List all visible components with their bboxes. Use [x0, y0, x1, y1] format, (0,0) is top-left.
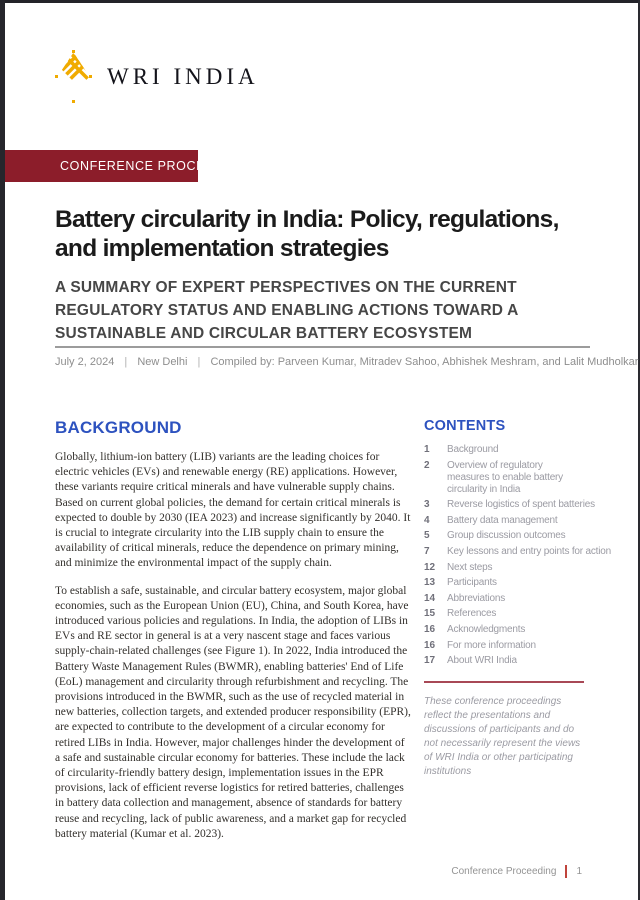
toc-label: Acknowledgments — [447, 623, 526, 635]
background-heading: BACKGROUND — [55, 418, 182, 437]
page-subtitle: A SUMMARY OF EXPERT PERSPECTIVES ON THE CURRENT REGULATORY STATUS AND ENABLING ACTIONS TOWARD A SUSTAINABLE AND CIRCULAR BATTERY ECOSYSTEM — [55, 279, 518, 342]
toc-item — [424, 515, 584, 527]
meta-line — [55, 356, 639, 368]
toc-item — [424, 608, 584, 620]
page-footer — [451, 865, 582, 878]
toc-label: About WRI India — [447, 655, 517, 667]
toc-page-number: 16 — [424, 639, 436, 651]
page-top-edge — [0, 0, 640, 3]
toc-page-number: 4 — [424, 514, 430, 526]
toc-item — [424, 499, 595, 511]
toc-item — [424, 545, 611, 558]
footer-document-type: Conference Proceeding — [451, 866, 557, 877]
toc-page-number: 16 — [424, 623, 436, 635]
toc-label: Abbreviations — [447, 592, 505, 604]
toc-label: For more information — [447, 639, 536, 651]
toc-item — [424, 530, 584, 542]
footer-divider-bar — [565, 865, 567, 878]
toc-label: Participants — [447, 577, 497, 589]
compiled-by: Compiled by: Parveen Kumar, Mitradev Sahoo, Abhishek Meshram, and Lalit Mudholkar — [210, 356, 639, 368]
meta-divider — [55, 346, 590, 348]
document-type-banner — [5, 150, 248, 182]
toc-item — [424, 655, 584, 667]
toc-page-number: 12 — [424, 561, 436, 573]
page-title: Battery circularity in India: Policy, regulations, and implementation strategies — [55, 206, 559, 262]
document-type-label: CONFERENCE PROCEEDING — [60, 159, 248, 173]
toc-label: Battery data management — [447, 514, 558, 526]
content-columns — [55, 414, 611, 854]
background-section — [55, 414, 411, 854]
toc-label: Group discussion outcomes — [447, 530, 566, 542]
toc-label: Reverse logistics of spent batteries — [447, 499, 595, 511]
wri-logo-icon — [55, 50, 92, 103]
toc-page-number: 5 — [424, 530, 430, 542]
toc-page-number: 3 — [424, 499, 430, 511]
toc-page-number: 13 — [424, 577, 436, 589]
toc-item — [424, 624, 584, 636]
toc-item — [424, 460, 584, 496]
toc-item — [424, 444, 584, 456]
meta-section — [55, 346, 639, 368]
toc-page-number: 1 — [424, 444, 430, 455]
toc-page-number: 2 — [424, 459, 430, 471]
contents-section — [424, 414, 611, 854]
disclaimer-text: These conference proceedings reflect the presentations and discussions of participants and do not necessarily represent the views of WRI India or other participating institutions — [424, 696, 581, 778]
toc-label: Overview of regulatory measures to enable battery circularity in India — [447, 459, 563, 495]
publication-date: July 2, 2024 — [55, 356, 115, 368]
title-section — [55, 206, 590, 346]
brand-wordmark: WRI INDIA — [107, 63, 259, 89]
toc-label: References — [447, 608, 497, 620]
footer-page-number: 1 — [576, 866, 582, 877]
toc-page-number: 7 — [424, 545, 430, 557]
toc-page-number: 14 — [424, 592, 436, 604]
meta-separator: | — [124, 356, 128, 368]
background-body — [55, 450, 411, 842]
brand-header — [55, 50, 259, 103]
publication-location: New Delhi — [137, 356, 188, 368]
toc-item — [424, 562, 584, 574]
background-paragraph: To establish a safe, sustainable, and circular battery ecosystem, major global economies, such as the European Union (EU), China, and South Korea, have introduced various policies and regulations. In India, the adoption of LIBs in EVs and RE sector in general is at a very nascent stage and faces various supply-chain-related challenges (see Figure 1). In 2022, India introduced the Battery Waste Management Rules (BWMR), enabling batteries' End of Life (EoL) management and circularity through refurbishment and recycling. The provisions introduced in the BWMR, such as the use of recycled material in new batteries, collection targets, and extended producer responsibility (EPR), are expected to contribute to the development of a circular economy for retired LIBs in India. However, major challenges hinder the development of a safe and sustainable circular economy for batteries. These include the lack of circularity-friendly battery design, implementation issues in the EPR provisions, lack of efficient reverse logistics for retired batteries, challenges in battery data collection and management, absence of standards for battery reuse and recycling, lack of public awareness, and a market gap for recycled battery material (Kumar et al. 2023). — [55, 584, 411, 840]
toc-label: Next steps — [447, 561, 493, 573]
toc-item — [424, 593, 584, 605]
meta-separator: | — [197, 356, 201, 368]
toc-page-number: 17 — [424, 655, 436, 667]
disclaimer-divider — [424, 681, 584, 683]
toc-label: Background — [447, 444, 499, 455]
toc-item — [424, 640, 584, 652]
page-left-edge — [0, 0, 5, 900]
contents-heading: CONTENTS — [424, 418, 506, 434]
background-paragraph: Globally, lithium-ion battery (LIB) variants are the leading choices for electric vehicles (EVs) and renewable energy (RE) applications. However, these variants require critical minerals and have vulnerable supply chains. Based on current global policies, the demand for certain critical minerals is expected to double by 2030 (IEA 2023) and increase significantly by 2040. It is crucial to integrate circularity into the LIB supply chain to ensure the availability of critical minerals, reduce the dependence on primary mining, and minimize the environmental impact of the supply chain. — [55, 451, 411, 570]
toc-item — [424, 577, 584, 589]
toc-page-number: 15 — [424, 608, 436, 620]
toc-label: Key lessons and entry points for action — [447, 545, 611, 557]
